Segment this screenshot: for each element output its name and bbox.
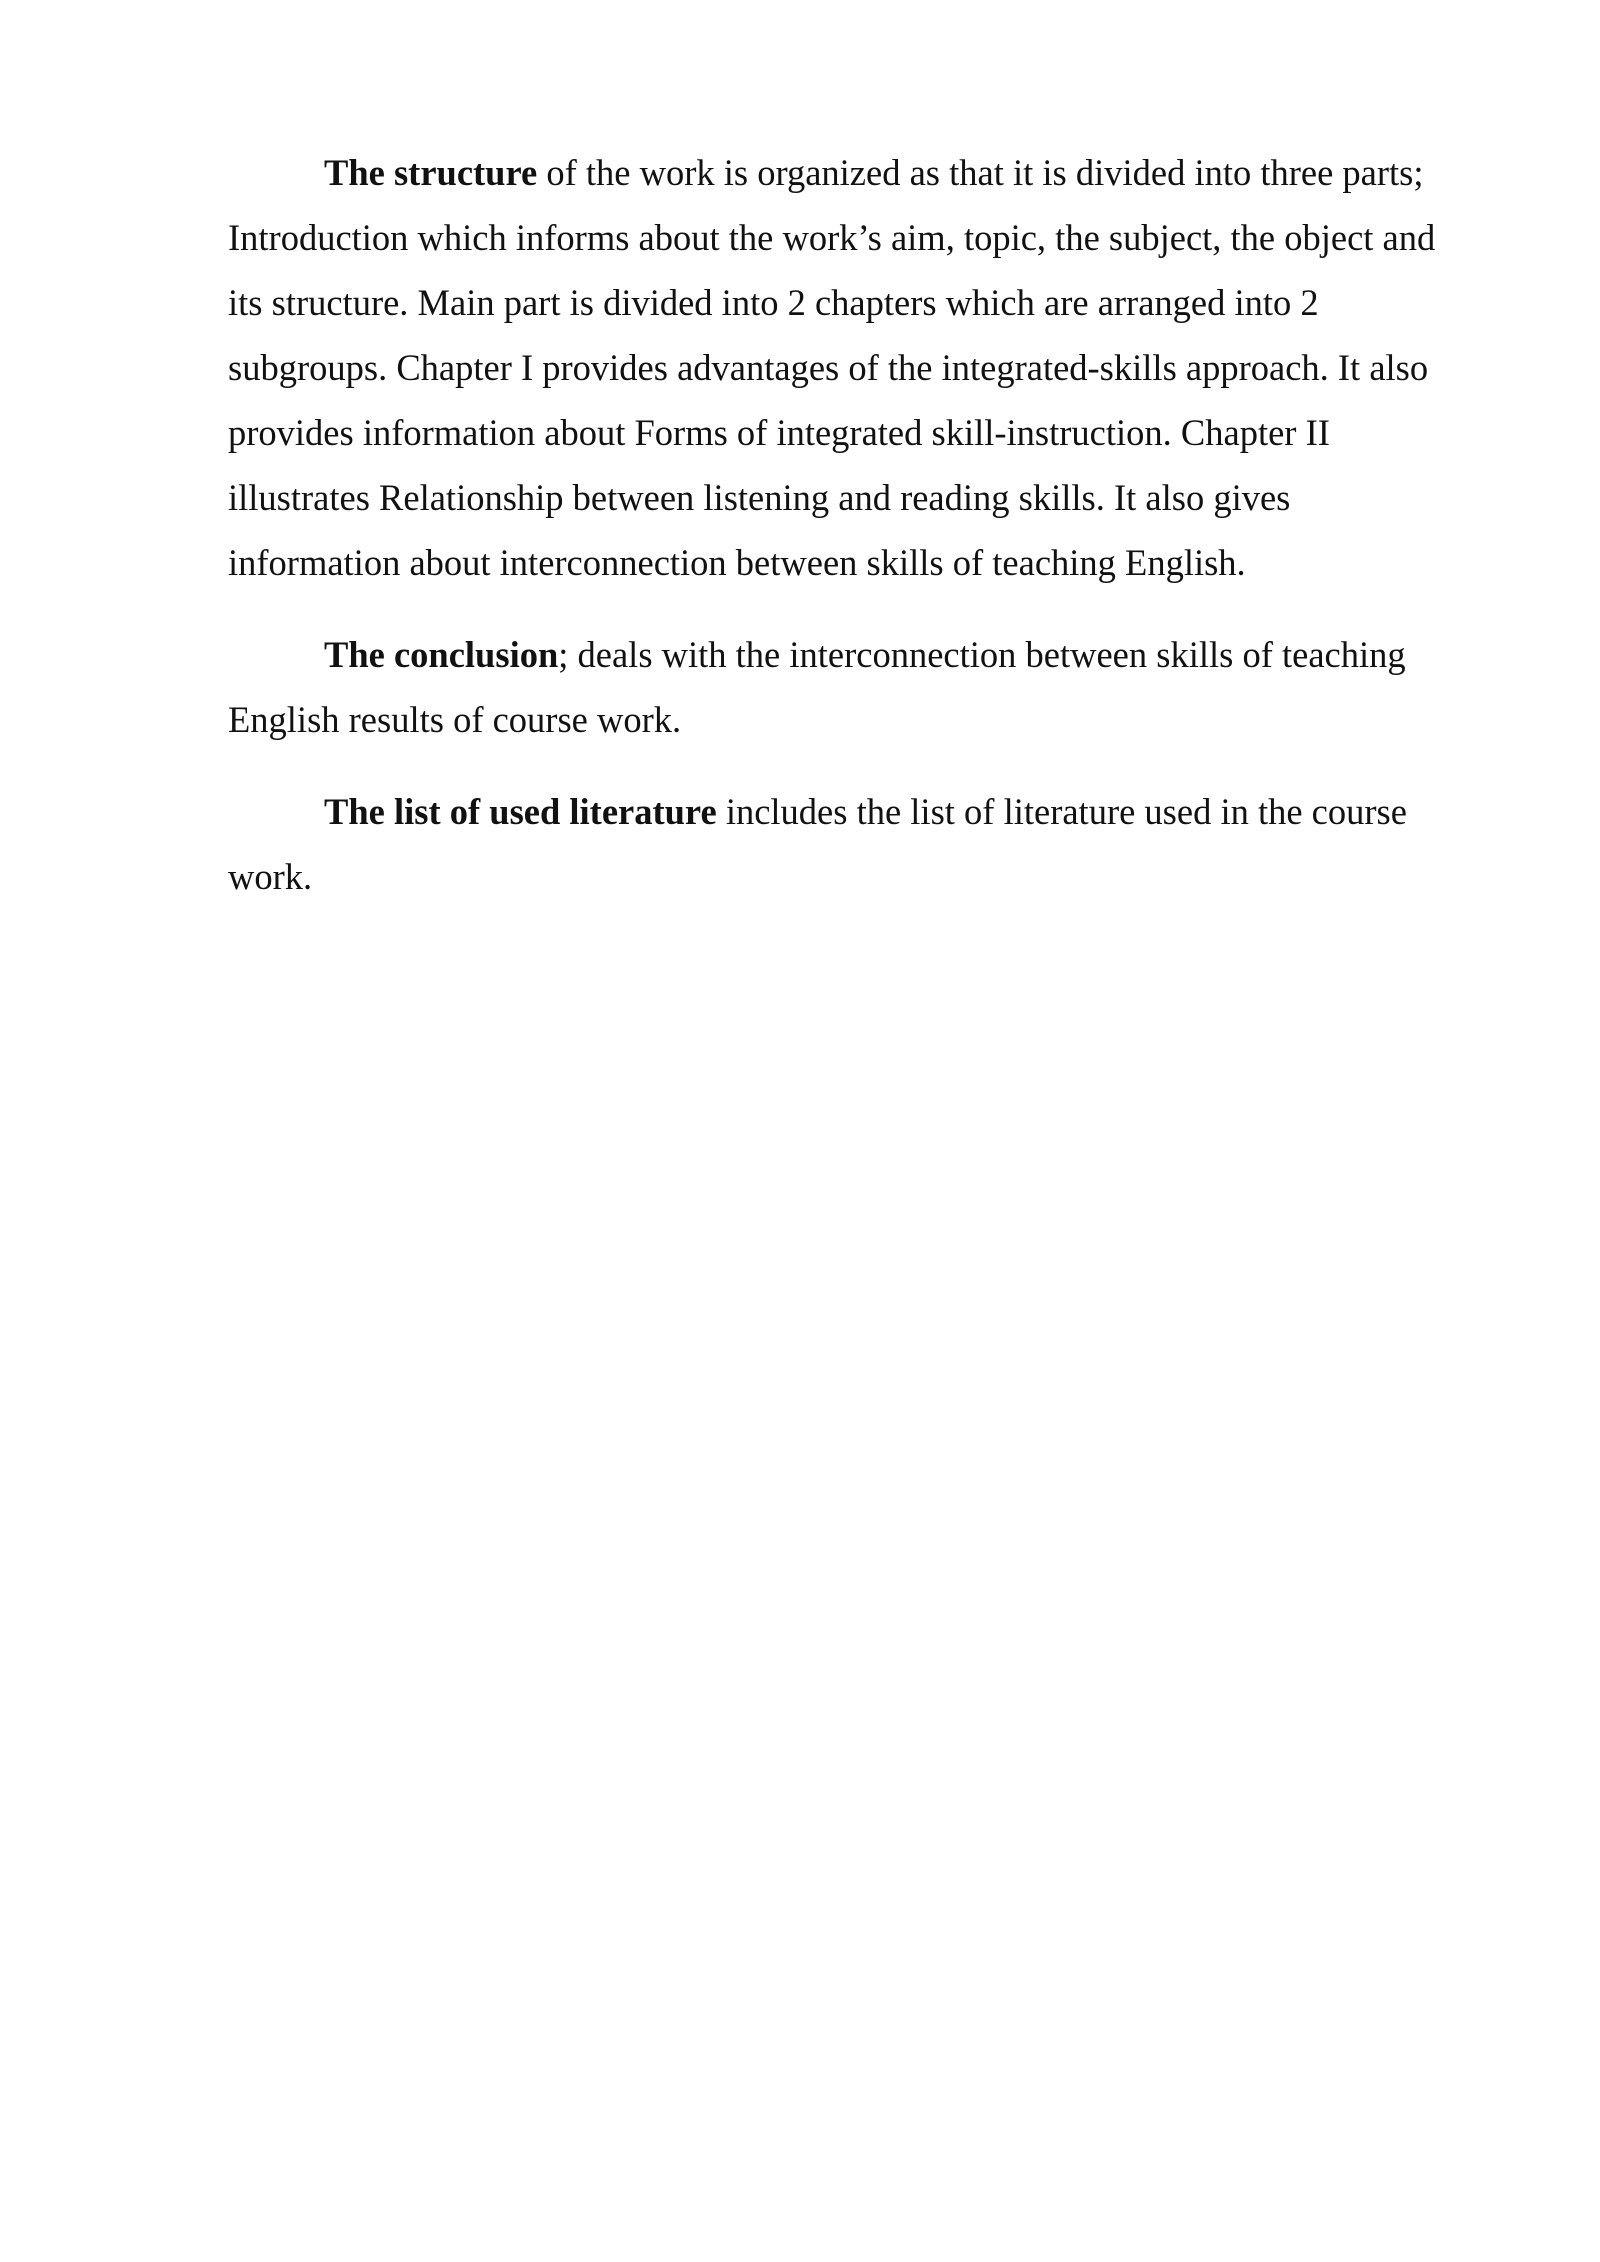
paragraph-line: [228, 622, 1478, 687]
paragraph-line: Introduction which informs about the work’s aim, topic, the subject, the object and: [228, 217, 1436, 258]
paragraph-line: work.: [228, 856, 313, 897]
paragraph-line: its structure. Main part is divided into 2 chapters which are arranged into 2: [228, 282, 1319, 323]
line-text: includes the list of literature used in the course: [716, 791, 1407, 832]
paragraph-line: subgroups. Chapter I provides advantages of the integrated-skills approach. It also: [228, 347, 1429, 388]
paragraph-conclusion: [228, 622, 1478, 752]
paragraph-line: [228, 779, 1478, 844]
paragraph-line: illustrates Relationship between listening and reading skills. It also gives: [228, 477, 1291, 518]
bold-lead-structure: The structure: [324, 152, 538, 193]
line-text: of the work is organized as that it is divided into three parts;: [537, 152, 1424, 193]
bold-lead-literature: The list of used literature: [324, 791, 717, 832]
paragraph-structure: [228, 140, 1478, 595]
bold-lead-conclusion: The conclusion: [324, 634, 559, 675]
paragraph-line: [228, 140, 1478, 205]
document-body: [228, 140, 1478, 936]
paragraph-line: information about interconnection between skills of teaching English.: [228, 542, 1246, 583]
paragraph-line: English results of course work.: [228, 699, 682, 740]
paragraph-literature: [228, 779, 1478, 909]
paragraph-line: provides information about Forms of integrated skill-instruction. Chapter II: [228, 412, 1330, 453]
line-text: ; deals with the interconnection between skills of teaching: [558, 634, 1406, 675]
